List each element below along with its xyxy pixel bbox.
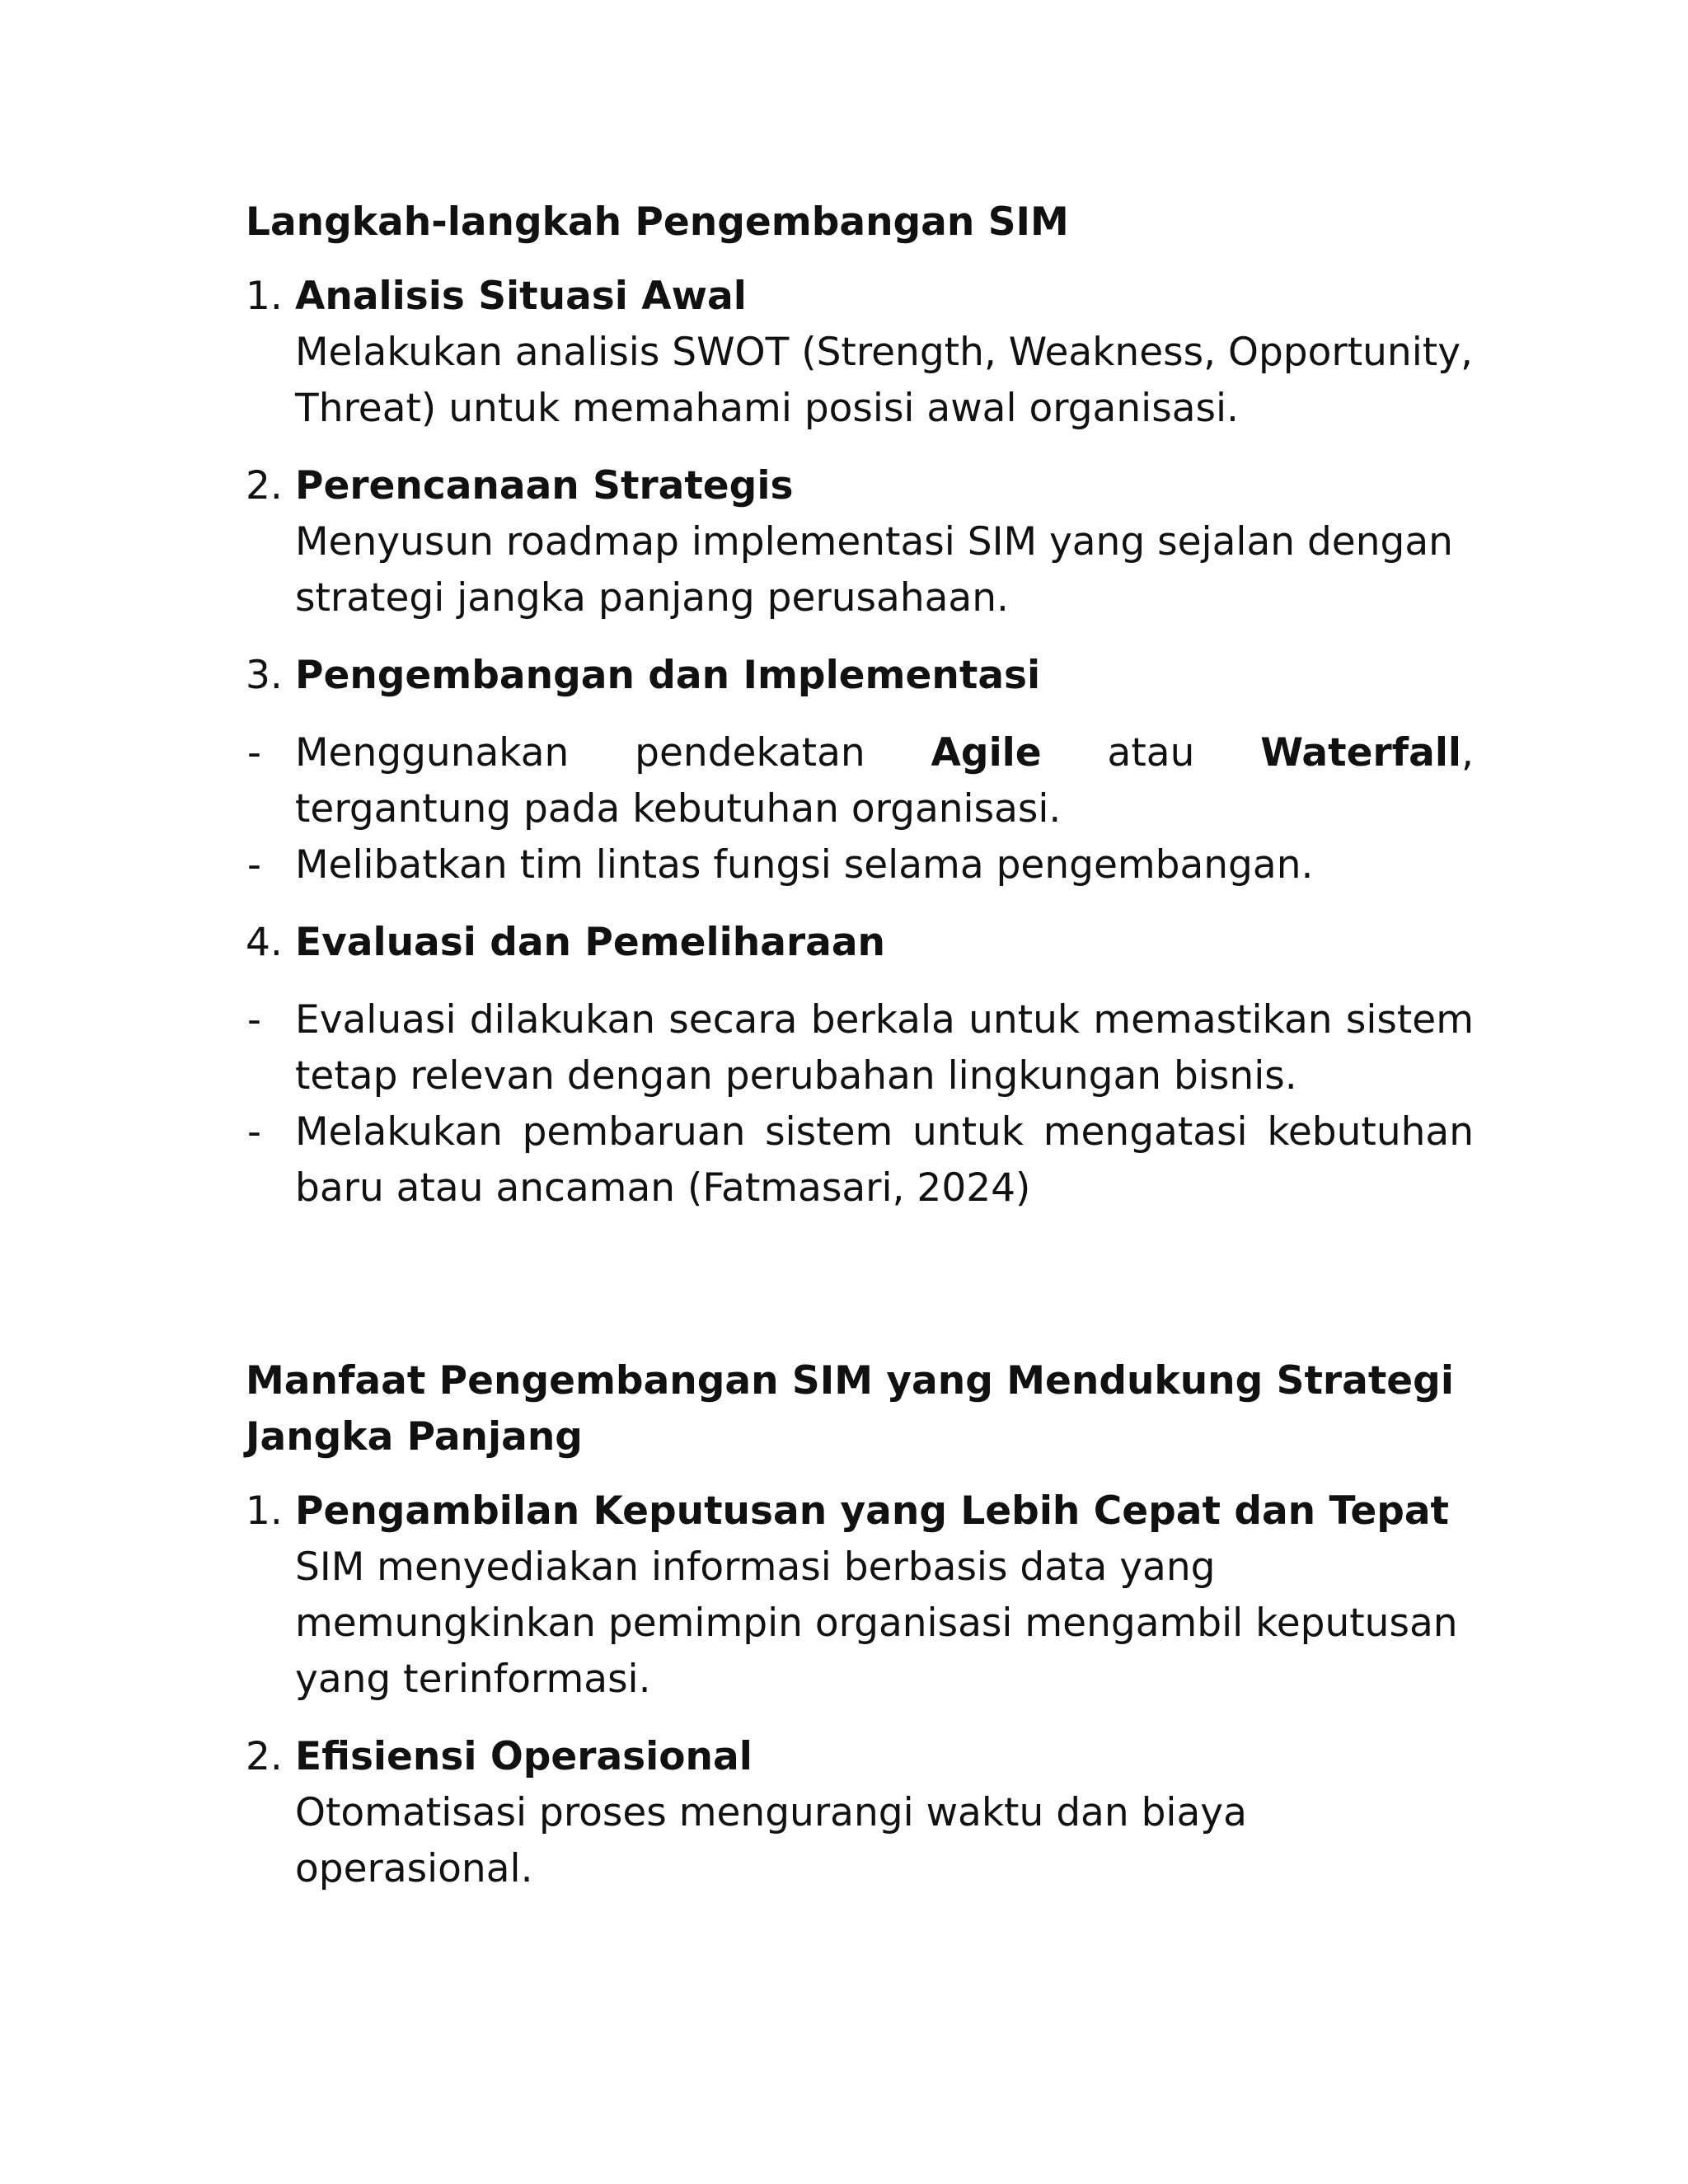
benefit-description: SIM menyediakan informasi berbasis data yang memungkinkan pemimpin organisasi mengambil keputusan yang terinformasi.	[295, 1544, 1458, 1702]
step-heading: Pengembangan dan Implementasi	[295, 653, 1041, 698]
document-content	[246, 194, 1474, 1919]
step-number: 1.	[246, 274, 283, 319]
step-item-4	[246, 915, 1474, 971]
bullet-item	[246, 837, 1474, 893]
step-number: 4.	[246, 920, 283, 965]
bullet-text: Melakukan pembaruan sistem untuk mengatasi kebutuhan baru atau ancaman (Fatmasari, 2024)	[295, 1109, 1474, 1211]
step-number: 3.	[246, 653, 283, 698]
dash-marker: -	[247, 1109, 261, 1155]
step-heading: Analisis Situasi Awal	[295, 274, 747, 319]
benefit-heading: Efisiensi Operasional	[295, 1734, 753, 1779]
step-item-1	[246, 269, 1474, 437]
benefit-item-2	[246, 1729, 1474, 1897]
section-title-steps: Langkah-langkah Pengembangan SIM	[246, 199, 1069, 245]
step-4-bullet-list	[246, 992, 1474, 1216]
bullet-item	[246, 992, 1474, 1104]
step-item-2	[246, 458, 1474, 626]
dash-marker: -	[247, 842, 261, 888]
bullet-text: Evaluasi dilakukan secara berkala untuk memastikan sistem tetap relevan dengan perubahan lingkungan bisnis.	[295, 997, 1474, 1099]
section-title-benefits: Manfaat Pengembangan SIM yang Mendukung Strategi Jangka Panjang	[246, 1358, 1454, 1460]
benefit-heading: Pengambilan Keputusan yang Lebih Cepat dan Tepat	[295, 1488, 1450, 1534]
bullet-bold-waterfall: Waterfall	[1260, 730, 1462, 776]
bullet-text-after: , tergantung pada kebutuhan organisasi.	[295, 730, 1474, 832]
bullet-item	[246, 1104, 1474, 1216]
step-heading: Perencanaan Strategis	[295, 463, 794, 509]
step-item-3	[246, 648, 1474, 704]
bullet-item	[246, 725, 1474, 837]
benefit-number: 1.	[246, 1488, 283, 1534]
step-3-bullet-list	[246, 725, 1474, 893]
step-description: Melakukan analisis SWOT (Strength, Weakness, Opportunity, Threat) untuk memahami posisi awal organisasi.	[295, 330, 1473, 431]
step-number: 2.	[246, 463, 283, 509]
dash-marker: -	[247, 730, 261, 776]
bullet-text-middle: atau	[1041, 730, 1261, 776]
dash-marker: -	[247, 997, 261, 1043]
section-spacer	[246, 1238, 1474, 1353]
benefit-description: Otomatisasi proses mengurangi waktu dan biaya operasional.	[295, 1790, 1247, 1891]
bullet-bold-agile: Agile	[931, 730, 1042, 776]
benefit-item-1	[246, 1483, 1474, 1708]
bullet-text: Melibatkan tim lintas fungsi selama pengembangan.	[295, 842, 1314, 888]
bullet-text-before: Menggunakan pendekatan	[295, 730, 931, 776]
step-heading: Evaluasi dan Pemeliharaan	[295, 920, 886, 965]
benefit-number: 2.	[246, 1734, 283, 1779]
step-description: Menyusun roadmap implementasi SIM yang sejalan dengan strategi jangka panjang perusahaan.	[295, 519, 1453, 621]
